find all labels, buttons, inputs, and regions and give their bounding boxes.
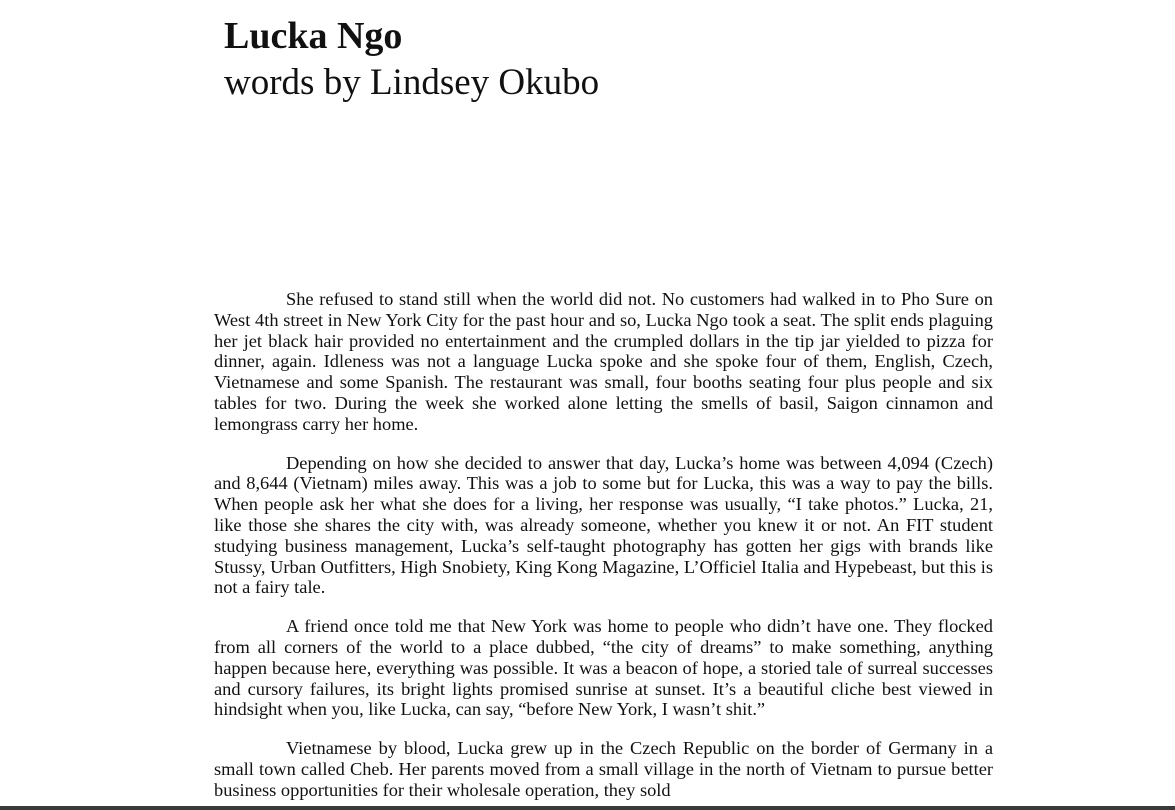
paragraph: She refused to stand still when the world did not. No customers had walked in to Pho Sure on West 4th street in New York City for the past hour and so, Lucka Ngo took a seat. The split ends plaguing her jet black hair provided no entertainment and the crumpled dollars in the tip jar yielded to pizza for dinner, again. Idleness was not a language Lucka spoke and she spoke four of them, English, Czech, Vietnamese and some Spanish. The restaurant was small, four booths seating four plus people and six tables for two. During the week she worked alone letting the smells of basil, Saigon cinnamon and lemongrass carry her home. (214, 289, 993, 434)
page-bottom-edge (0, 806, 1175, 810)
paragraph: A friend once told me that New York was home to people who didn’t have one. They flocked from all corners of the world to a place dubbed, “the city of dreams” to make something, anything happen because here, everything was possible. It was a beacon of hope, a storied tale of surreal successes and cursory failures, its bright lights promised sunrise at sunset. It’s a beautiful cliche best viewed in hindsight when you, like Lucka, can say, “before New York, I wasn’t shit.” (214, 616, 993, 720)
article-title: Lucka Ngo (224, 15, 403, 57)
paragraph: Depending on how she decided to answer that day, Lucka’s home was between 4,094 (Czech) and 8,644 (Vietnam) miles away. This was a job to some but for Lucka, this was a way to pay the bills. When people ask her what she does for a living, her response was usually, “I take photos.” Lucka, 21, like those she shares the city with, was already someone, whether you knew it or not. An FIT student studying business management, Lucka’s self-taught photography has gotten her gigs with brands like Stussy, Urban Outfitters, High Snobiety, King Kong Magazine, L’Officiel Italia and Hypebeast, but this is not a fairy tale. (214, 452, 993, 598)
paragraph: Vietnamese by blood, Lucka grew up in the Czech Republic on the border of Germany in a small town called Cheb. Her parents moved from a small village in the north of Vietnam to pursue better business opportunities for their wholesale operation, they sold (214, 738, 993, 800)
article-byline: words by Lindsey Okubo (224, 62, 600, 103)
article-body (214, 289, 993, 810)
